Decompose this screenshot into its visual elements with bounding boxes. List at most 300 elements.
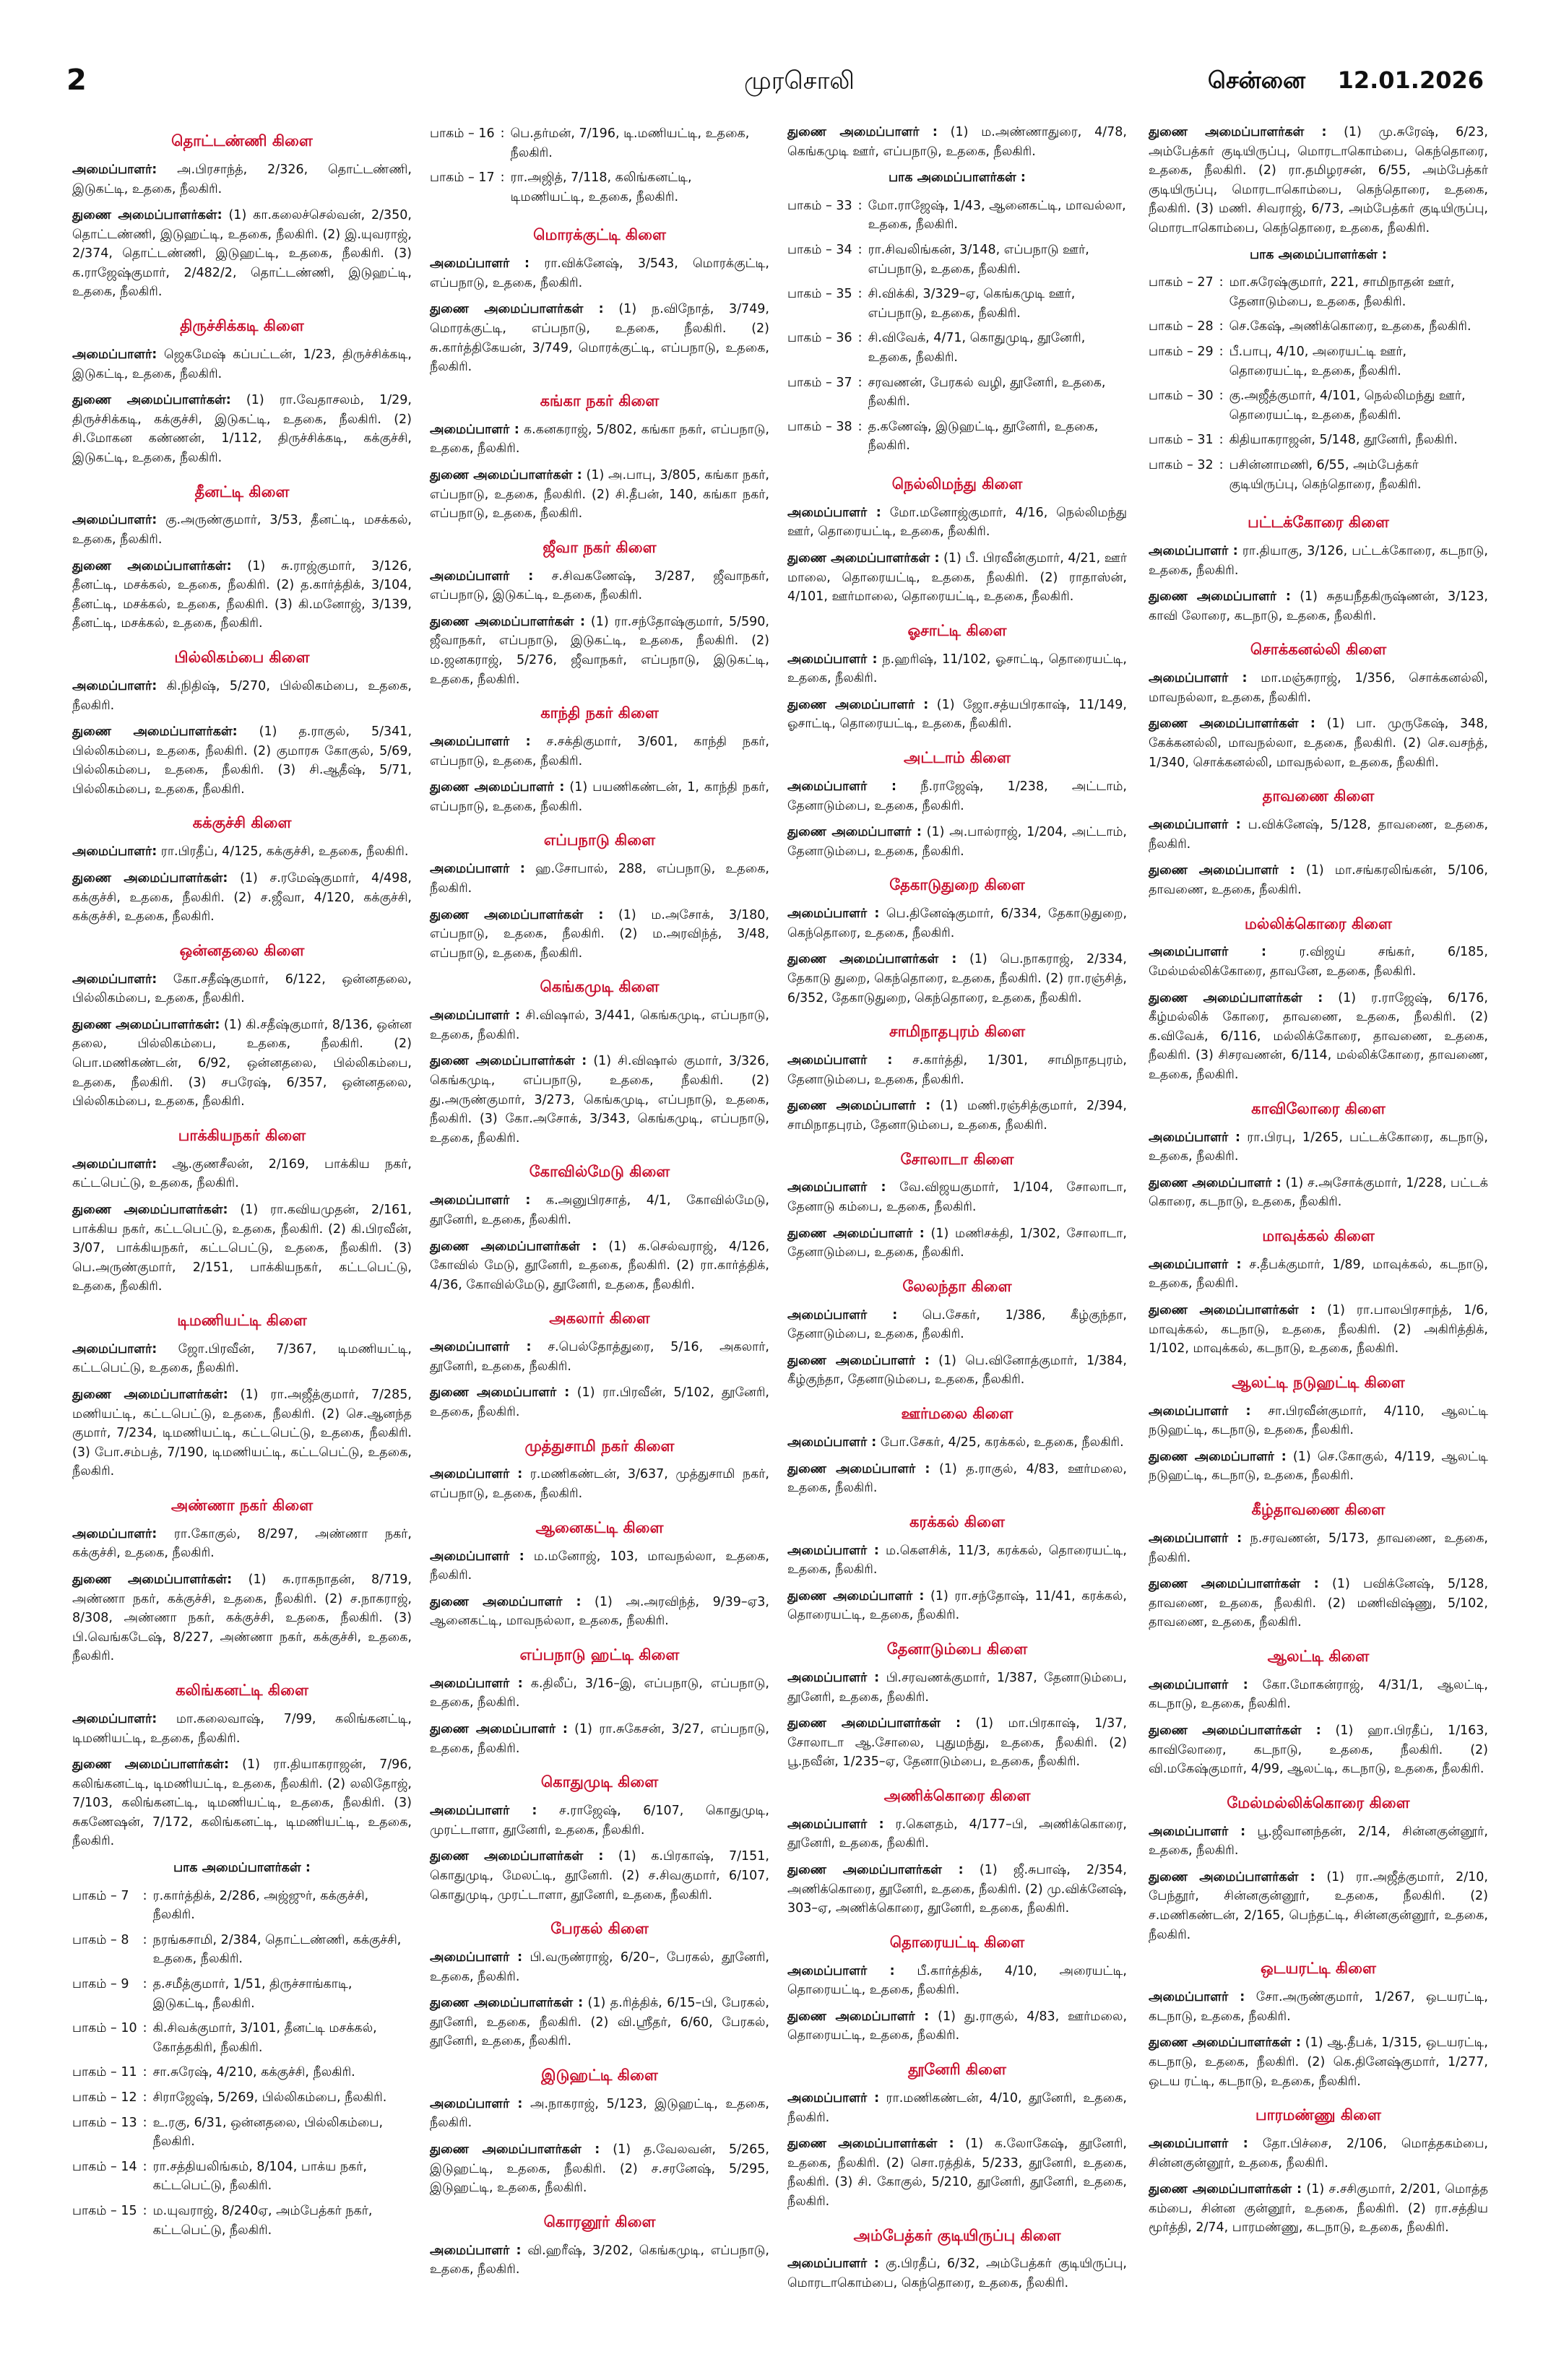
entry-text: (1) கா.கலைச்செல்வன், 2/350, தொட்டண்ணி, இடுஹட்டி, உதகை, நீலகிரி. (2) இ.யுவராஜ், 2/374, தொட்டண்ணி, இடுஹட்டி, உதகை, நீலகிரி. (3) க.ராஜேஷ்குமார், 2/482/2, தொட்டண்ணி, இடுஹட்டி, உதகை, நீலகிரி.	[72, 208, 412, 300]
entry-text: (1) மு.சுரேஷ், 6/23, அம்பேத்கர் குடியிருப்பு, மொரடாகொம்பை, கெந்தொரை, உதகை, நீலகிரி. (2) ரா.தமிழரசன், 6/55, அம்பேத்கர் குடியிருப்பு, மொரடாகொம்பை, கெந்தொரை, உதகை, நீலகிரி. (3) மணி. சிவராஜ், 6/73, அம்பேத்கர் குடியிருப்பு, மொரடாகொம்பை, கெந்தொரை, உதகை, நீலகிரி.	[1149, 125, 1488, 235]
part-colon: :	[1219, 344, 1224, 359]
dateline-date: 12.01.2026	[1337, 66, 1484, 94]
entry-text: ஹ.சோபால், 288, எப்பநாடு, உதகை, நீலகிரி.	[430, 862, 769, 896]
entry-label: அமைப்பாளர் :	[430, 422, 519, 437]
branch-entry	[787, 1815, 1127, 1853]
entry-label: அமைப்பாளர் :	[430, 256, 530, 272]
branch-entry	[1149, 1402, 1488, 1440]
entry-text: (1) ரா.பாலபிரசாந்த், 1/6, மாவுக்கல், கடநாடு, உதகை, நீலகிரி. (2) அகிரித்திக், 1/102, மாவுக்கல், கடநாடு, உதகை, நீலகிரி.	[1149, 1302, 1489, 1356]
entry-text: அ.பிரசாந்த், 2/326, தொட்டண்ணி, இடுகட்டி, உதகை, நீலகிரி.	[72, 162, 412, 196]
entry-label: அமைப்பாளர்:	[72, 1526, 157, 1541]
part-colon: :	[1219, 275, 1224, 290]
branch-section	[430, 1644, 769, 1758]
column-3	[787, 123, 1127, 2306]
entry-text: மோ.மனோஜ்குமார், 4/16, நெல்லிமந்து ஊர், தொரையட்டி, உதகை, நீலகிரி.	[787, 505, 1127, 540]
branch-section	[72, 646, 412, 799]
branch-entry	[1149, 542, 1488, 580]
dateline-place: சென்னை	[1208, 66, 1305, 94]
part-colon: :	[142, 2159, 147, 2174]
branch-entry	[72, 345, 412, 384]
branch-entry	[787, 1224, 1127, 1263]
entry-text: (1) பெ.நாகராஜ், 2/334, தேகாடு துறை, கெந்தொரை, உதகை, நீலகிரி. (2) ரா.ரஞ்சித், 6/352, தேகாடுதுறை, கெந்தொரை, உதகை, நீலகிரி.	[787, 952, 1127, 1005]
entry-label: துணை அமைப்பாளர்கள்:	[72, 393, 231, 408]
branch-title: அண்ணா நகர் கிளை	[170, 1496, 314, 1514]
branch-entry	[1149, 123, 1488, 238]
entry-text: ஆ.குணசீலன், 2/169, பாக்கிய நகர், கட்டபெட்டு, உதகை, நீலகிரி.	[72, 1156, 412, 1191]
entry-text: (1) பயணிகண்டன், 1, காந்தி நகர், எப்பநாடு, உதகை, நீலகிரி.	[430, 780, 769, 814]
branch-entry	[787, 2089, 1127, 2127]
part-row	[787, 372, 1127, 416]
branch-title: திருச்சிக்கடி கிளை	[180, 317, 304, 335]
part-row	[72, 2061, 412, 2087]
entry-label: துணை அமைப்பாளர்கள் :	[430, 907, 604, 922]
entry-label: துணை அமைப்பாளர் :	[787, 2009, 930, 2024]
branch-section	[1149, 639, 1488, 772]
branch-title: பில்லிகம்பை கிளை	[174, 649, 310, 666]
branch-section	[430, 1517, 769, 1631]
branch-title: காவிலோரை கிளை	[1251, 1099, 1386, 1117]
entry-label: அமைப்பாளர் :	[430, 2096, 523, 2111]
entry-label: அமைப்பாளர் :	[430, 1340, 532, 1355]
branch-entry	[72, 511, 412, 549]
page-number: 2	[66, 64, 87, 97]
entry-text: (1) ரா.சுகேசன், 3/27, எப்பநாடு, உதகை, நீலகிரி.	[430, 1722, 769, 1756]
entry-text: சோ.அருண்குமார், 1/267, ஒடயரட்டி, கடநாடு, உதகை, நீலகிரி.	[1149, 1990, 1488, 2024]
branch-entry	[1149, 587, 1488, 626]
branch-entry	[72, 1340, 412, 1378]
branch-title: பேரகல் கிளை	[550, 1920, 649, 1938]
entry-text: ம.மனோஜ், 103, மாவநல்லா, உதகை, நீலகிரி.	[430, 1549, 769, 1583]
branch-section	[430, 1771, 769, 1905]
entry-label: துணை அமைப்பாளர் :	[787, 1588, 925, 1604]
entry-label: அமைப்பாளர் :	[787, 505, 881, 520]
part-colon: :	[142, 2065, 147, 2080]
branch-section	[72, 1125, 412, 1297]
branch-entry	[72, 842, 412, 862]
entry-label: அமைப்பாளர் :	[430, 1193, 531, 1208]
branch-title: தொட்டண்ணி கிளை	[171, 132, 313, 150]
entry-label: அமைப்பாளர்:	[72, 678, 157, 693]
branch-title: ஓசாட்டி கிளை	[907, 621, 1007, 639]
part-colon: :	[857, 287, 863, 302]
entry-text: ச.கார்த்தி, 1/301, சாமிநாதபுரம், தேனாடும்பை, உதகை, நீலகிரி.	[787, 1053, 1127, 1087]
branch-entry	[430, 2140, 769, 2198]
entry-label: அமைப்பாளர்:	[72, 347, 157, 362]
branch-entry	[72, 1155, 412, 1193]
branch-entry	[1149, 714, 1488, 772]
branch-title: மொரக்குட்டி கிளை	[533, 226, 666, 244]
entry-text: (1) அ.பால்ராஜ், 1/204, அட்டாம், தேனாடும்பை, உதகை, நீலகிரி.	[787, 825, 1127, 859]
entry-label: அமைப்பாளர்:	[72, 513, 157, 528]
part-name: மோ.ராஜேஷ், 1/43, ஆனைகட்டி, மாவல்லா, உதகை, நீலகிரி.	[868, 198, 1126, 233]
branch-title: கலிங்கனட்டி கிளை	[176, 1682, 308, 1699]
masthead	[0, 0, 1543, 97]
entry-text: (1) ச.அசோக்குமார், 1/228, பட்டக் கொரை, கடநாடு, உதகை, நீலகிரி.	[1149, 1175, 1488, 1210]
part-name: கி.சிவக்குமார், 3/101, தீனட்டி மசக்கல், கோத்தகிரி, நீலகிரி.	[152, 2021, 377, 2055]
entry-label: அமைப்பாளர்:	[72, 1156, 157, 1172]
branch-title: இடுஹட்டி கிளை	[541, 2066, 658, 2084]
part-number: பாகம் – 31	[1149, 433, 1214, 448]
entry-label: அமைப்பாளர்:	[72, 1711, 157, 1726]
branch-title: நெல்லிமந்து கிளை	[891, 475, 1023, 493]
part-number: பாகம் – 11	[72, 2065, 137, 2080]
branch-title: ஒடயரட்டி கிளை	[1261, 1960, 1376, 1978]
entry-label: அமைப்பாளர்:	[72, 162, 157, 177]
entry-label: துணை அமைப்பாளர்கள் :	[430, 1239, 597, 1254]
part-organisers-heading: பாக அமைப்பாளர்கள் :	[889, 170, 1026, 186]
entry-text: கி.நிதிஷ், 5/270, பில்லிகம்பை, உதகை, நீலகிரி.	[72, 678, 412, 713]
part-row	[72, 1973, 412, 2017]
branch-entry	[787, 650, 1127, 688]
entry-label: அமைப்பாளர் :	[430, 862, 525, 877]
entry-text: (1) கி.சதீஷ்குமார், 8/136, ஒன்ன தலை, பில்லிகம்பை, உதகை, நீலகிரி. (2) பொ.மணிகண்டன், 6/92, ஒன்னதலை, பில்லிகம்பை, உதகை, நீலகிரி. (3) சபரேஷ், 6/357, ஒன்னதலை, பில்லிகம்பை, உதகை, நீலகிரி.	[72, 1017, 412, 1109]
branch-entry	[430, 254, 769, 293]
entry-label: அமைப்பாளர் :	[430, 1549, 524, 1564]
entry-label: துணை அமைப்பாளர் :	[430, 780, 565, 795]
entry-label: அமைப்பாளர்:	[72, 844, 157, 860]
branch-entry	[72, 1200, 412, 1297]
branch-entry	[1149, 1255, 1488, 1294]
entry-text: (1) சு.ராஜ்குமார், 3/126, தீனட்டி, மசக்கல், உதகை, நீலகிரி. (2) த.கார்த்திக், 3/104, தீனட்டி, மசக்கல், உதகை, நீலகிரி. (3) கி.மனோஜ், 3/139, தீனட்டி, மசக்கல், உதகை, நீலகிரி.	[72, 558, 412, 631]
entry-text: ச.தீபக்குமார், 1/89, மாவுக்கல், கடநாடு, உதகை, நீலகிரி.	[1149, 1257, 1488, 1291]
entry-text: (1) ரா.சந்தோஷ், 11/41, கரக்கல், தொரையட்டி, உதகை, நீலகிரி.	[787, 1588, 1127, 1623]
entry-label: துணை அமைப்பாளர்கள் :	[430, 2142, 600, 2158]
branch-title: முத்துசாமி நகர் கிளை	[524, 1437, 675, 1455]
branch-entry	[787, 1541, 1127, 1580]
branch-entry	[787, 2254, 1127, 2293]
entry-text: (1) த.ரித்திக், 6/15–பி, பேரகல், தூனேரி, உதகை, நீலகிரி. (2) வி.ஸ்ரீதர், 6/60, பேரகல், தூனேரி, உதகை, நீலகிரி.	[430, 1996, 769, 2049]
branch-entry	[430, 1191, 769, 1229]
entry-text: ரா.பிரபு, 1/265, பட்டக்கோரை, கடநாடு, உதகை, நீலகிரி.	[1149, 1130, 1488, 1164]
part-name: த.சமீத்குமார், 1/51, திருச்சாங்காடி, இடுகட்டி, நீலகிரி.	[152, 1977, 353, 2011]
entry-text: (1) அ.அரவிந்த், 9/39–ஏ3, ஆனைகட்டி, மாவநல்லா, உதகை, நீலகிரி.	[430, 1594, 769, 1629]
part-colon: :	[142, 1932, 147, 1947]
branch-entry	[72, 722, 412, 799]
entry-text: (1) மணி.ரஞ்சித்குமார், 2/394, சாமிநாதபுரம், தேனாடும்பை, உதகை, நீலகிரி.	[787, 1099, 1127, 1133]
part-organisers-list	[72, 1885, 412, 2245]
dateline	[1208, 66, 1484, 97]
part-number: பாகம் – 33	[787, 198, 852, 213]
entry-label: அமைப்பாளர் :	[430, 735, 531, 750]
entry-label: துணை அமைப்பாளர் :	[1149, 589, 1291, 605]
entry-text: ச.பெல்தோத்துரை, 5/16, அகலார், தூனேரி, உதகை, நீலகிரி.	[430, 1340, 769, 1374]
part-row	[430, 123, 769, 167]
branch-entry	[72, 1755, 412, 1851]
branch-entry	[1149, 989, 1488, 1085]
entry-text: ஜோ.பிரவீன், 7/367, டிமணியட்டி, கட்டபெட்டு, உதகை, நீலகிரி.	[72, 1341, 412, 1376]
branch-entry	[1149, 1988, 1488, 2026]
branch-section	[72, 315, 412, 467]
branch-entry	[1149, 1174, 1488, 1212]
part-row	[1149, 272, 1488, 316]
entry-text: (1) பெ.வினோத்குமார், 1/384, கீழ்குந்தா, தேனாடும்பை, உதகை, நீலகிரி.	[787, 1353, 1127, 1388]
branch-section	[72, 812, 412, 926]
entry-text: ரா.கோகுல், 8/297, அண்ணா நகர், கக்குச்சி, உதகை, நீலகிரி.	[72, 1526, 412, 1561]
branch-section	[72, 940, 412, 1112]
branch-entry	[787, 1433, 1127, 1453]
part-number: பாகம் – 8	[72, 1932, 129, 1947]
branch-entry	[787, 1861, 1127, 1918]
branch-entry	[430, 300, 769, 376]
entry-label: அமைப்பாளர் :	[430, 1676, 523, 1691]
part-number: பாகம் – 35	[787, 287, 852, 302]
entry-text: வே.விஜயகுமார், 1/104, சோலாடா, தேனாடு கம்பை, உதகை, நீலகிரி.	[787, 1180, 1127, 1214]
part-colon: :	[1219, 433, 1224, 448]
entry-text: (1) பவிக்னேஷ், 5/128, தாவணை, உதகை, நீலகிரி. (2) மணிவிஷ்ணு, 5/102, தாவணை, உதகை, நீலகிரி.	[1149, 1577, 1489, 1630]
part-colon: :	[1219, 389, 1224, 404]
branch-entry	[787, 1962, 1127, 2000]
branch-title: கரக்கல் கிளை	[909, 1513, 1005, 1531]
entry-label: அமைப்பாளர் :	[787, 2090, 880, 2106]
entry-text: ரா.விக்னேஷ், 3/543, மொரக்குட்டி, எப்பநாடு, உதகை, நீலகிரி.	[430, 256, 769, 290]
entry-text: ரா.பிரதீப், 4/125, கக்குச்சி, உதகை, நீலகிரி.	[157, 844, 409, 860]
part-row	[787, 416, 1127, 460]
entry-label: துணை அமைப்பாளர் :	[787, 825, 922, 840]
branch-entry	[72, 206, 412, 302]
entry-label: அமைப்பாளர் :	[787, 1053, 893, 1068]
entry-label: துணை அமைப்பாளர்கள் :	[1149, 125, 1327, 139]
part-row	[787, 283, 1127, 327]
part-number: பாகம் – 13	[72, 2115, 137, 2130]
entry-text: (1) சி.விஷால் குமார், 3/326, கெங்கமுடி, எப்பநாடு, உதகை, நீலகிரி. (2) து.அருண்குமார், 3/273, கெங்கமுடி, எப்பநாடு, உதகை, நீலகிரி. (3) கோ.அசோக், 3/343, கெங்கமுடி, எப்பநாடு, உதகை, நீலகிரி.	[430, 1054, 769, 1146]
branch-section	[1149, 1372, 1488, 1486]
entry-label: அமைப்பாளர் :	[430, 1008, 521, 1024]
part-row	[72, 2156, 412, 2200]
part-colon: :	[500, 170, 505, 186]
entry-text: போ.சேகர், 4/25, கரக்கல், உதகை, நீலகிரி.	[876, 1435, 1124, 1450]
branch-title: கொதுமுடி கிளை	[540, 1773, 659, 1791]
branch-title: ஊர்மலை கிளை	[901, 1405, 1013, 1423]
part-number: பாகம் – 30	[1149, 389, 1214, 404]
entry-label: துணை அமைப்பாளர் :	[787, 1353, 930, 1368]
part-name: பசின்னாமணி, 6/55, அம்பேத்கர் குடியிருப்பு, கெந்தொரை, நீலகிரி.	[1229, 457, 1422, 492]
entry-label: அமைப்பாளர் :	[430, 1950, 523, 1965]
entry-label: துணை அமைப்பாளர் :	[787, 1461, 930, 1476]
entry-text: கோ.மோகன்ராஜ், 4/31/1, ஆலட்டி, கடநாடு, உதகை, நீலகிரி.	[1149, 1677, 1488, 1712]
branch-entry	[787, 549, 1127, 607]
entry-text: (1) ம.அசோக், 3/180, எப்பநாடு, உதகை, நீலகிரி. (2) ம.அரவிந்த், 3/48, எப்பநாடு, உதகை, நீலகிரி.	[430, 907, 769, 961]
entry-label: அமைப்பாளர் :	[787, 1817, 884, 1832]
part-name: செ.கேஷ், அணிக்கொரை, உதகை, நீலகிரி.	[1229, 319, 1471, 334]
branch-title: கொரனூர் கிளை	[543, 2212, 656, 2230]
branch-entry	[1149, 2180, 1488, 2238]
entry-text: சி.விஷால், 3/441, கெங்கமுடி, எப்பநாடு, உதகை, நீலகிரி.	[430, 1008, 769, 1042]
entry-label: அமைப்பாளர் :	[1149, 1257, 1242, 1272]
entry-label: அமைப்பாளர் :	[430, 1804, 537, 1819]
branch-section	[430, 2211, 769, 2280]
entry-text: ர.கௌதம், 4/177–பி, அணிக்கொரை, தூனேரி, உதகை, நீலகிரி.	[787, 1817, 1127, 1851]
branch-entry	[787, 696, 1127, 734]
entry-label: அமைப்பாளர் :	[787, 1543, 879, 1558]
part-name: சா.சுரேஷ், 4/210, கக்குச்சி, நீலகிரி.	[152, 2065, 355, 2080]
branch-section	[430, 976, 769, 1148]
part-number: பாகம் – 14	[72, 2159, 137, 2174]
entry-text: (1) ர.ராஜேஷ், 6/176, கீழ்மல்லிக் கோரை, தாவணை, உதகை, நீலகிரி. (2) க.விவேக், 6/116, மல்லிக்கோரை, தாவணை, உதகை, நீலகிரி. (3) சிசரவணன், 6/114, மல்லிக்கோரை, தாவணை, உதகை, நீலகிரி.	[1149, 990, 1488, 1082]
part-row	[430, 167, 769, 211]
branch-title: கக்குச்சி கிளை	[192, 814, 292, 832]
branch-entry	[787, 1669, 1127, 1707]
branch-section	[72, 481, 412, 633]
entry-text: (1) பீ. பிரவீன்குமார், 4/21, ஊர் மாலை, தொரையட்டி, உதகை, நீலகிரி. (2) ராதாஸ்ன், 4/101, ஊர்மாலை, தொரையட்டி, உதகை, நீலகிரி.	[787, 551, 1127, 605]
entry-label: அமைப்பாளர் :	[430, 568, 534, 584]
part-name: ரா.சிவலிங்கன், 3/148, எப்பநாடு ஊர், எப்பநாடு, உதகை, நீலகிரி.	[868, 242, 1089, 277]
part-row	[72, 2200, 412, 2244]
branch-title: பட்டக்கோரை கிளை	[1248, 514, 1389, 532]
entry-label: துணை அமைப்பாளர்கள்:	[72, 1202, 228, 1217]
branch-entry	[1149, 1301, 1488, 1359]
part-number: பாகம் – 37	[787, 375, 852, 390]
branch-entry	[1149, 2033, 1488, 2091]
entry-label: அமைப்பாளர் :	[787, 1435, 877, 1450]
branch-section	[430, 390, 769, 524]
part-row	[72, 1885, 412, 1929]
branch-entry	[787, 2134, 1127, 2211]
part-number: பாகம் – 34	[787, 242, 852, 257]
entry-label: துணை அமைப்பாளர்கள்:	[72, 870, 228, 886]
branch-title: அணிக்கொரை கிளை	[883, 1786, 1031, 1804]
branch-section	[1149, 1225, 1488, 1359]
entry-label: துணை அமைப்பாளர் :	[787, 1226, 925, 1241]
part-number: பாகம் – 15	[72, 2203, 137, 2218]
part-colon: :	[142, 2115, 147, 2130]
branch-title: கெங்கமுடி கிளை	[540, 978, 660, 996]
part-organisers-heading: பாக அமைப்பாளர்கள் :	[1250, 247, 1387, 262]
branch-entry	[430, 1593, 769, 1631]
entry-label: அமைப்பாளர் :	[787, 906, 880, 922]
branch-title: கீழ்தாவணை கிளை	[1251, 1501, 1386, 1519]
part-row	[72, 1929, 412, 1973]
entry-text: (1) ரா.பிரவீன், 5/102, தூனேரி, உதகை, நீலகிரி.	[430, 1385, 769, 1419]
entry-text: கோ.சதீஷ்குமார், 6/122, ஒன்னதலை, பில்லிகம்பை, உதகை, நீலகிரி.	[72, 972, 412, 1006]
entry-text: அ.நாகராஜ், 5/123, இடுஹட்டி, உதகை, நீலகிரி.	[430, 2096, 769, 2131]
entry-label: துணை அமைப்பாளர்கள் :	[1149, 1577, 1319, 1592]
entry-label: அமைப்பாளர் :	[1149, 818, 1241, 833]
branch-entry	[72, 557, 412, 633]
entry-label: அமைப்பாளர் :	[1149, 1531, 1242, 1546]
entry-label: அமைப்பாளர் :	[1149, 1824, 1246, 1839]
entry-label: அமைப்பாளர் :	[430, 1467, 523, 1482]
branch-entry	[787, 2007, 1127, 2046]
entry-text: தோ.பிச்சை, 2/106, மொத்தகம்பை, சின்னகுன்னூர், உதகை, நீலகிரி.	[1149, 2137, 1488, 2171]
entry-text: (1) த.வேலவன், 5/265, இடுஹட்டி, உதகை, நீலகிரி. (2) ச.சரனேஷ், 5/295, இடுஹட்டி, உதகை, நீலகிரி.	[430, 2142, 769, 2196]
branch-section	[787, 2059, 1127, 2211]
branch-section	[72, 1679, 412, 2244]
branch-entry	[430, 613, 769, 689]
entry-label: அமைப்பாளர் :	[787, 652, 878, 667]
branch-title: கோவில்மேடு கிளை	[529, 1163, 670, 1181]
branch-section	[430, 537, 769, 689]
part-name: பீ.பாபு, 4/10, அரையட்டி ஊர், தொரையட்டி, உதகை, நீலகிரி.	[1229, 344, 1407, 378]
entry-label: அமைப்பாளர் :	[1149, 2137, 1248, 2152]
branch-section	[430, 1161, 769, 1294]
part-row	[72, 2017, 412, 2061]
branch-entry	[1149, 861, 1488, 899]
part-name: மா.சுரேஷ்குமார், 221, சாமிநாதன் ஊர், தேனாடும்பை, உதகை, நீலகிரி.	[1229, 275, 1455, 309]
branch-entry	[787, 904, 1127, 943]
branch-section	[1149, 511, 1488, 626]
newspaper-name: முரசொலி	[744, 66, 855, 95]
branch-entry	[787, 1714, 1127, 1772]
entry-label: துணை அமைப்பாளர்கள் :	[430, 1996, 584, 2011]
branch-entry	[72, 1016, 412, 1112]
part-number: பாகம் – 17	[430, 170, 495, 186]
branch-section	[787, 1511, 1127, 1625]
branch-section	[787, 1638, 1127, 1772]
entry-text: (1) க.லோகேஷ், தூனேரி, உதகை, நீலகிரி. (2) சொ.ரத்திக், 5/233, தூனேரி, உதகை, நீலகிரி. (3) சி. கோகுல், 5/210, தூனேரி, தூனேரி, உதகை, நீலகிரி.	[787, 2137, 1127, 2209]
part-colon: :	[857, 242, 863, 257]
branch-title: சொக்கனல்லி கிளை	[1250, 641, 1387, 659]
branch-entry	[787, 950, 1127, 1008]
part-number: பாகம் – 36	[787, 331, 852, 346]
part-colon: :	[500, 126, 505, 141]
entry-text: கு.பிரதீப், 6/32, அம்பேத்கர் குடியிருப்பு, மொரடாகொம்பை, கெந்தொரை, உதகை, நீலகிரி.	[787, 2256, 1127, 2291]
branch-section	[787, 1276, 1127, 1390]
branch-entry	[72, 677, 412, 715]
entry-label: துணை அமைப்பாளர்கள்:	[72, 1572, 233, 1588]
part-row	[1149, 454, 1488, 498]
branch-section	[72, 1494, 412, 1666]
entry-label: துணை அமைப்பாளர்கள்:	[72, 208, 222, 223]
branch-section	[1149, 2104, 1488, 2238]
entry-text: பூ.ஜீவானந்தன், 2/14, சின்னகுன்னூர், உதகை, நீலகிரி.	[1149, 1824, 1488, 1858]
branch-title: மல்லிக்கொரை கிளை	[1245, 914, 1392, 932]
entry-label: துணை அமைப்பாளர்கள்:	[72, 724, 238, 740]
column-1	[72, 123, 412, 2257]
branch-entry	[430, 1052, 769, 1148]
entry-text: சா.பிரவீன்குமார், 4/110, ஆலட்டி நடுஹட்டி, கடநாடு, உதகை, நீலகிரி.	[1149, 1403, 1488, 1438]
branch-title: காந்தி நகர் கிளை	[540, 704, 659, 722]
entry-text: கு.அருண்குமார், 3/53, தீனட்டி, மசக்கல், உதகை, நீலகிரி.	[72, 513, 412, 548]
branch-entry	[72, 970, 412, 1008]
branch-entry	[1149, 1676, 1488, 1714]
branch-entry	[787, 1096, 1127, 1135]
branch-section	[430, 1435, 769, 1504]
part-colon: :	[142, 2021, 147, 2036]
entry-text: (1) ஹா.பிரதீப், 1/163, காவிலோரை, கடநாடு, உதகை, நீலகிரி. (2) வி.மகேஷ்குமார், 4/99, ஆலட்டி, கடநாடு, உதகை, நீலகிரி.	[1149, 1723, 1488, 1777]
entry-label: துணை அமைப்பாளர்கள் :	[787, 1863, 964, 1877]
branch-entry	[430, 1383, 769, 1421]
entry-label: துணை அமைப்பாளர்கள் :	[1149, 1723, 1321, 1738]
part-row	[787, 327, 1127, 371]
entry-text: (1) ஜீ.சுபாஷ், 2/354, அணிக்கொரை, தூனேரி, உதகை, நீலகிரி. (2) மு.விக்னேஷ், 303–ஏ, அணிக்கொரை, தூனேரி, உதகை, நீலகிரி.	[787, 1863, 1127, 1916]
branch-entry	[72, 1710, 412, 1748]
branch-entry	[430, 2095, 769, 2133]
entry-text: க.கனகராஜ், 5/802, கங்கா நகர், எப்பநாடு, உதகை, நீலகிரி.	[430, 422, 769, 456]
entry-text: (1) அ.பாபு, 3/805, கங்கா நகர், எப்பநாடு, உதகை, நீலகிரி. (2) சி.தீபன், 140, கங்கா நகர், எப்பநாடு, உதகை, நீலகிரி.	[430, 467, 769, 522]
entry-text: வி.ஹரீஷ், 3/202, கெங்கமுடி, எப்பநாடு, உதகை, நீலகிரி.	[430, 2243, 769, 2277]
part-row	[72, 2112, 412, 2156]
entry-label: துணை அமைப்பாளர்கள் :	[430, 1849, 604, 1864]
part-colon: :	[857, 375, 863, 390]
branch-entry	[1149, 815, 1488, 854]
entry-label: துணை அமைப்பாளர் :	[787, 1099, 931, 1114]
branch-title: சாமிநாதபுரம் கிளை	[889, 1023, 1026, 1041]
entry-label: துணை அமைப்பாளர் :	[1149, 1449, 1287, 1464]
entry-label: துணை அமைப்பாளர்கள் :	[787, 551, 940, 566]
entry-label: அமைப்பாளர் :	[1149, 671, 1248, 686]
entry-label: அமைப்பாளர்:	[72, 1341, 157, 1356]
entry-label: அமைப்பாளர் :	[787, 1963, 895, 1978]
branch-entry	[787, 1178, 1127, 1216]
entry-label: துணை அமைப்பாளர்கள் :	[1149, 2182, 1302, 2197]
entry-label: துணை அமைப்பாளர்கள்:	[72, 1757, 229, 1773]
branch-entry	[430, 860, 769, 898]
branch-section	[1149, 1645, 1488, 1779]
part-name: உ.ரகு, 6/31, ஒன்னதலை, பில்லிகம்பை, நீலகிரி.	[152, 2115, 384, 2150]
entry-text: பி.சரவணக்குமார், 1/387, தேனாடும்பை, தூனேரி, உதகை, நீலகிரி.	[787, 1670, 1127, 1705]
entry-text: (1) சுதயநீதகிருஷ்ணன், 3/123, காவி லோரை, கடநாடு, உதகை, நீலகிரி.	[1149, 589, 1488, 623]
part-name: சரவணன், பேரகல் வழி, தூனேரி, உதகை, நீலகிரி.	[868, 375, 1106, 410]
